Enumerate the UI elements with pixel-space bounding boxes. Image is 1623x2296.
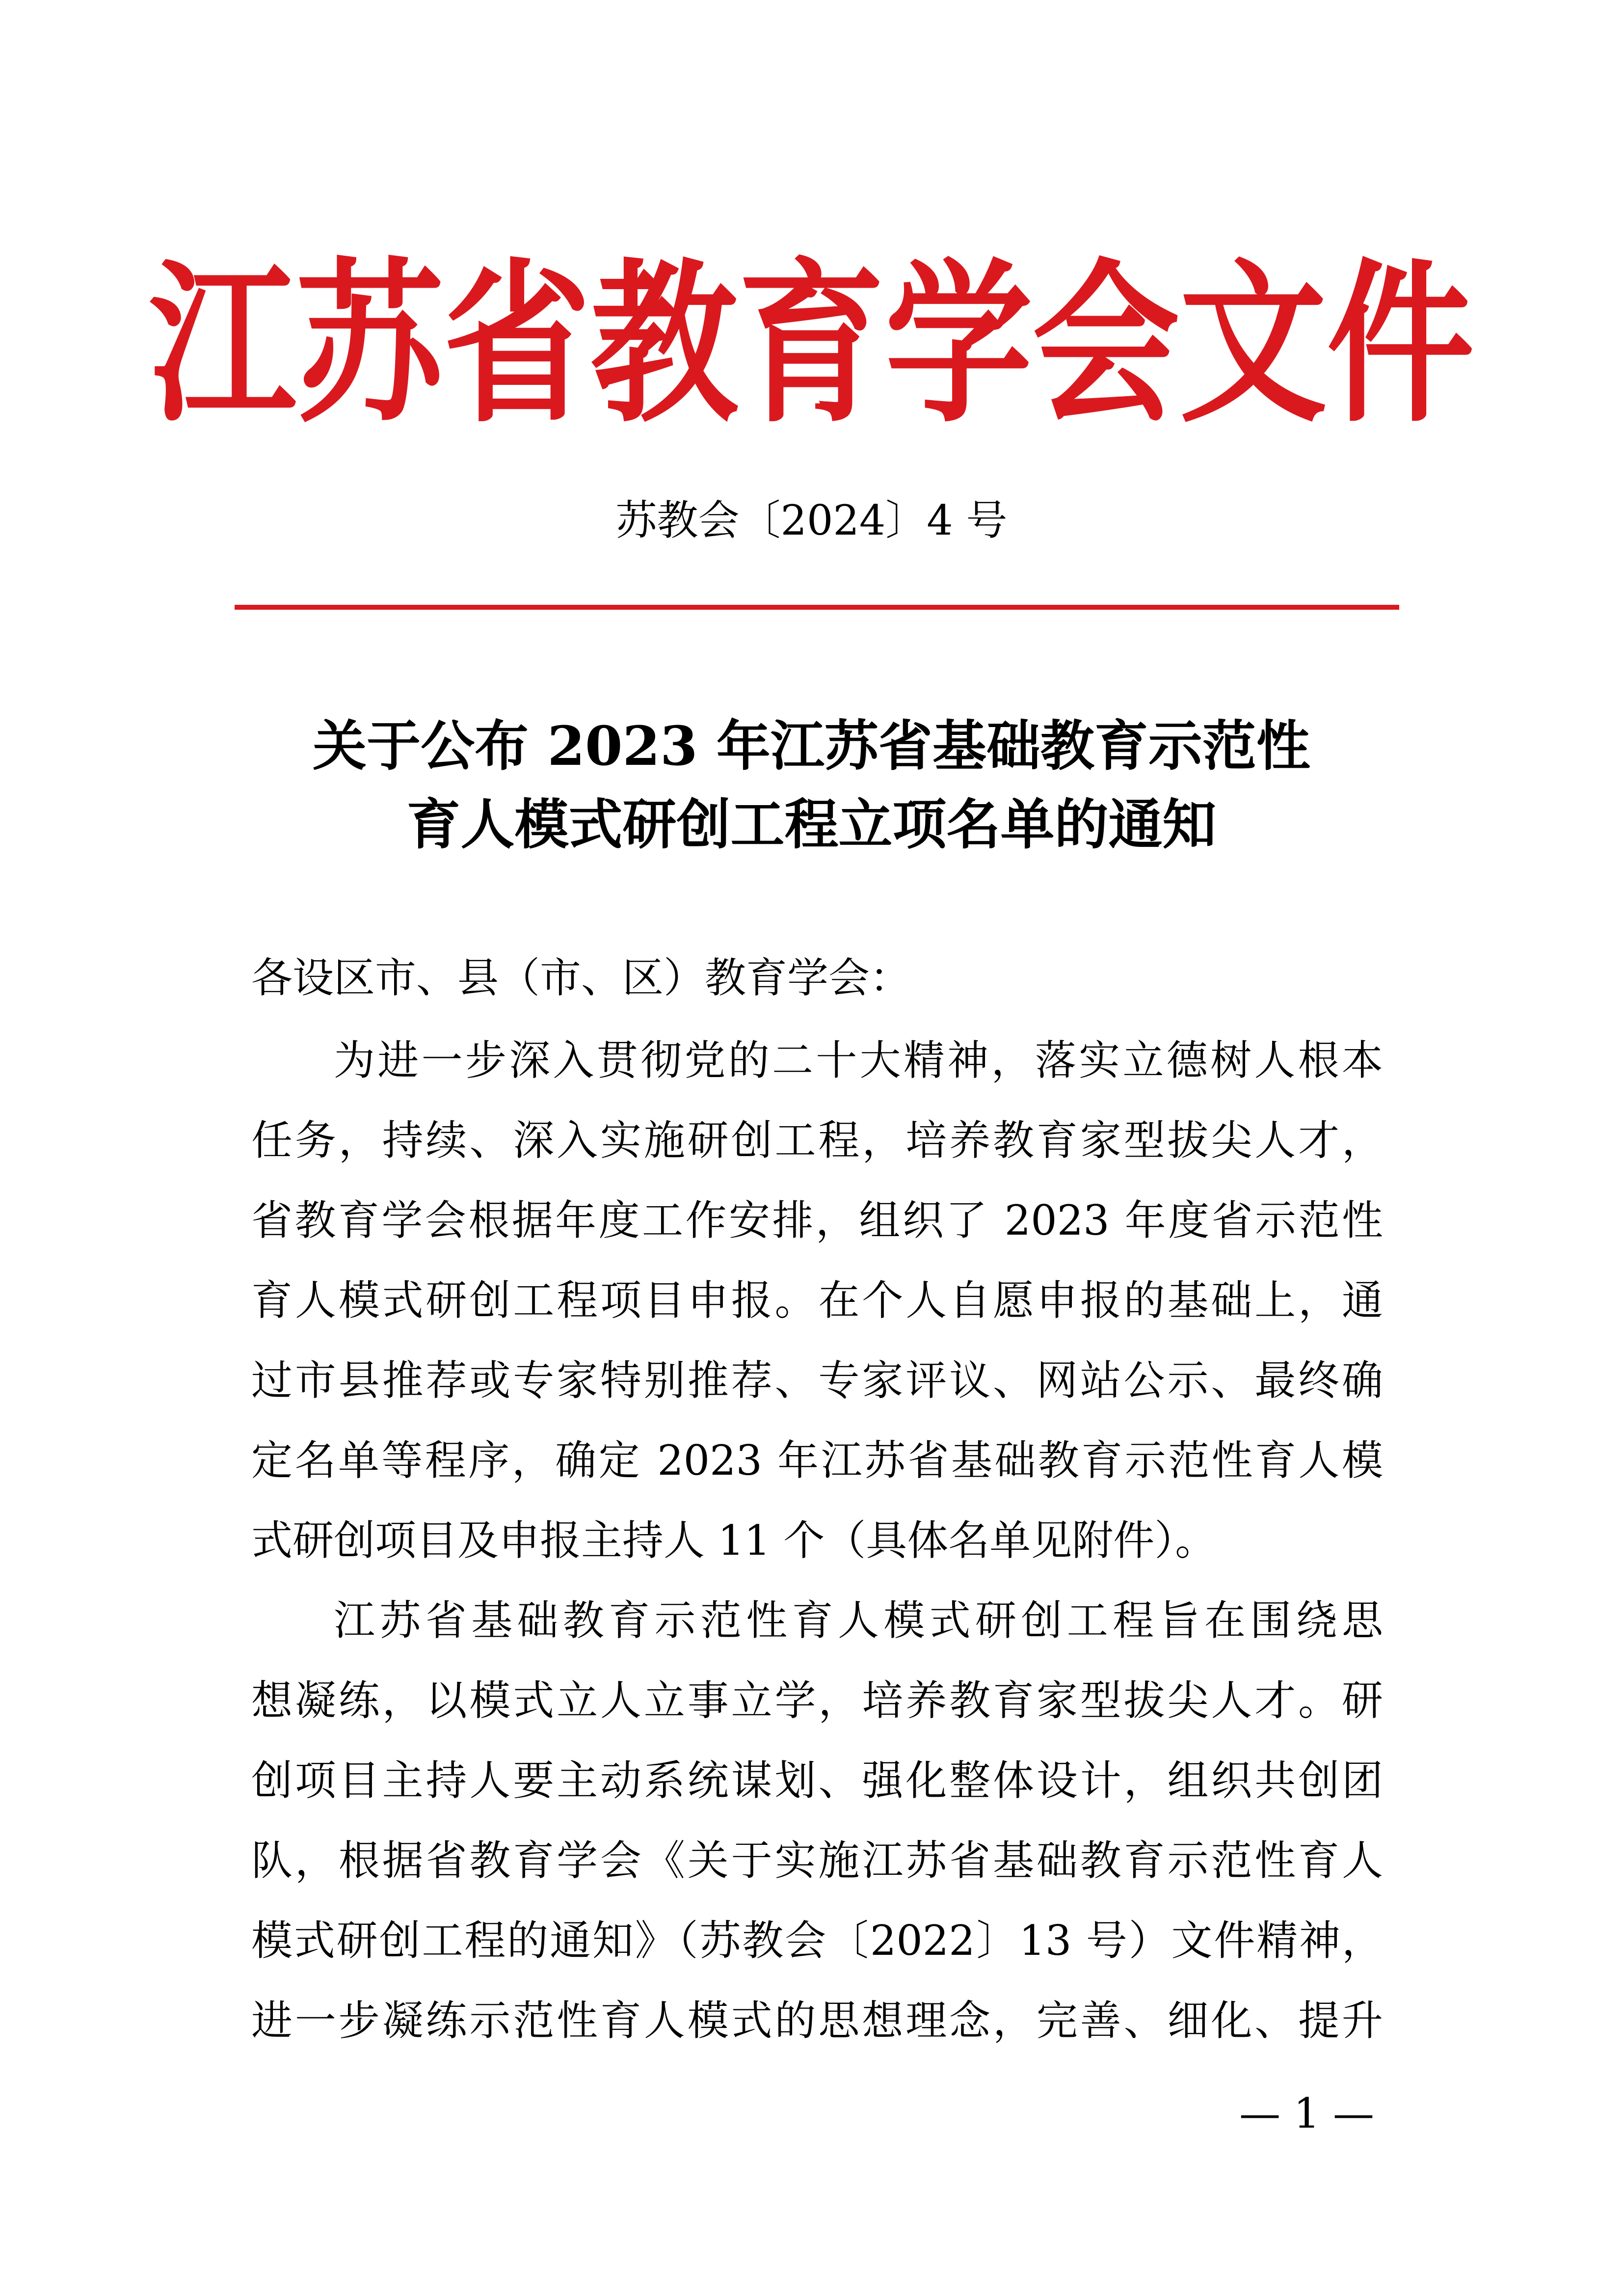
notice-title-line-2: 育人模式研创工程立项名单的通知	[406, 793, 1217, 856]
paragraph-1-line: 育人模式研创工程项目申报。在个人自愿申报的基础上，通	[251, 1276, 1383, 1324]
paragraph-2-line: 想凝练，以模式立人立事立学，培养教育家型拔尖人才。研	[251, 1676, 1383, 1725]
paragraph-2-line: 队，根据省教育学会《关于实施江苏省基础教育示范性育人	[251, 1837, 1383, 1885]
org-header-title: 江苏省教育学会文件	[149, 241, 1474, 446]
paragraph-1-line: 省教育学会根据年度工作安排，组织了 2023 年度省示范性	[251, 1196, 1383, 1244]
page-number: — 1 —	[1239, 2089, 1374, 2137]
paragraph-1-line: 式研创项目及申报主持人 11 个（具体名单见附件）。	[251, 1516, 1217, 1565]
salutation: 各设区市、县（市、区）教育学会：	[251, 954, 911, 1002]
paragraph-2-line: 进一步凝练示范性育人模式的思想理念，完善、细化、提升	[251, 1997, 1383, 2045]
paragraph-2-line: 创项目主持人要主动系统谋划、强化整体设计，组织共创团	[251, 1756, 1383, 1805]
paragraph-1-line: 为进一步深入贯彻党的二十大精神，落实立德树人根本	[334, 1036, 1383, 1084]
notice-title-line-1: 关于公布 2023 年江苏省基础教育示范性	[313, 714, 1310, 778]
paragraph-1-line: 定名单等程序，确定 2023 年江苏省基础教育示范性育人模	[251, 1436, 1383, 1485]
paragraph-1-line: 任务，持续、深入实施研创工程，培养教育家型拔尖人才，	[251, 1116, 1383, 1164]
paragraph-1-line: 过市县推荐或专家特别推荐、专家评议、网站公示、最终确	[251, 1356, 1383, 1405]
red-divider-line	[235, 605, 1399, 610]
paragraph-2-line: 模式研创工程的通知》（苏教会〔2022〕13 号）文件精神，	[251, 1917, 1383, 1965]
paragraph-2-line: 江苏省基础教育示范性育人模式研创工程旨在围绕思	[334, 1596, 1383, 1645]
document-number: 苏教会〔2024〕4 号	[615, 496, 1008, 544]
